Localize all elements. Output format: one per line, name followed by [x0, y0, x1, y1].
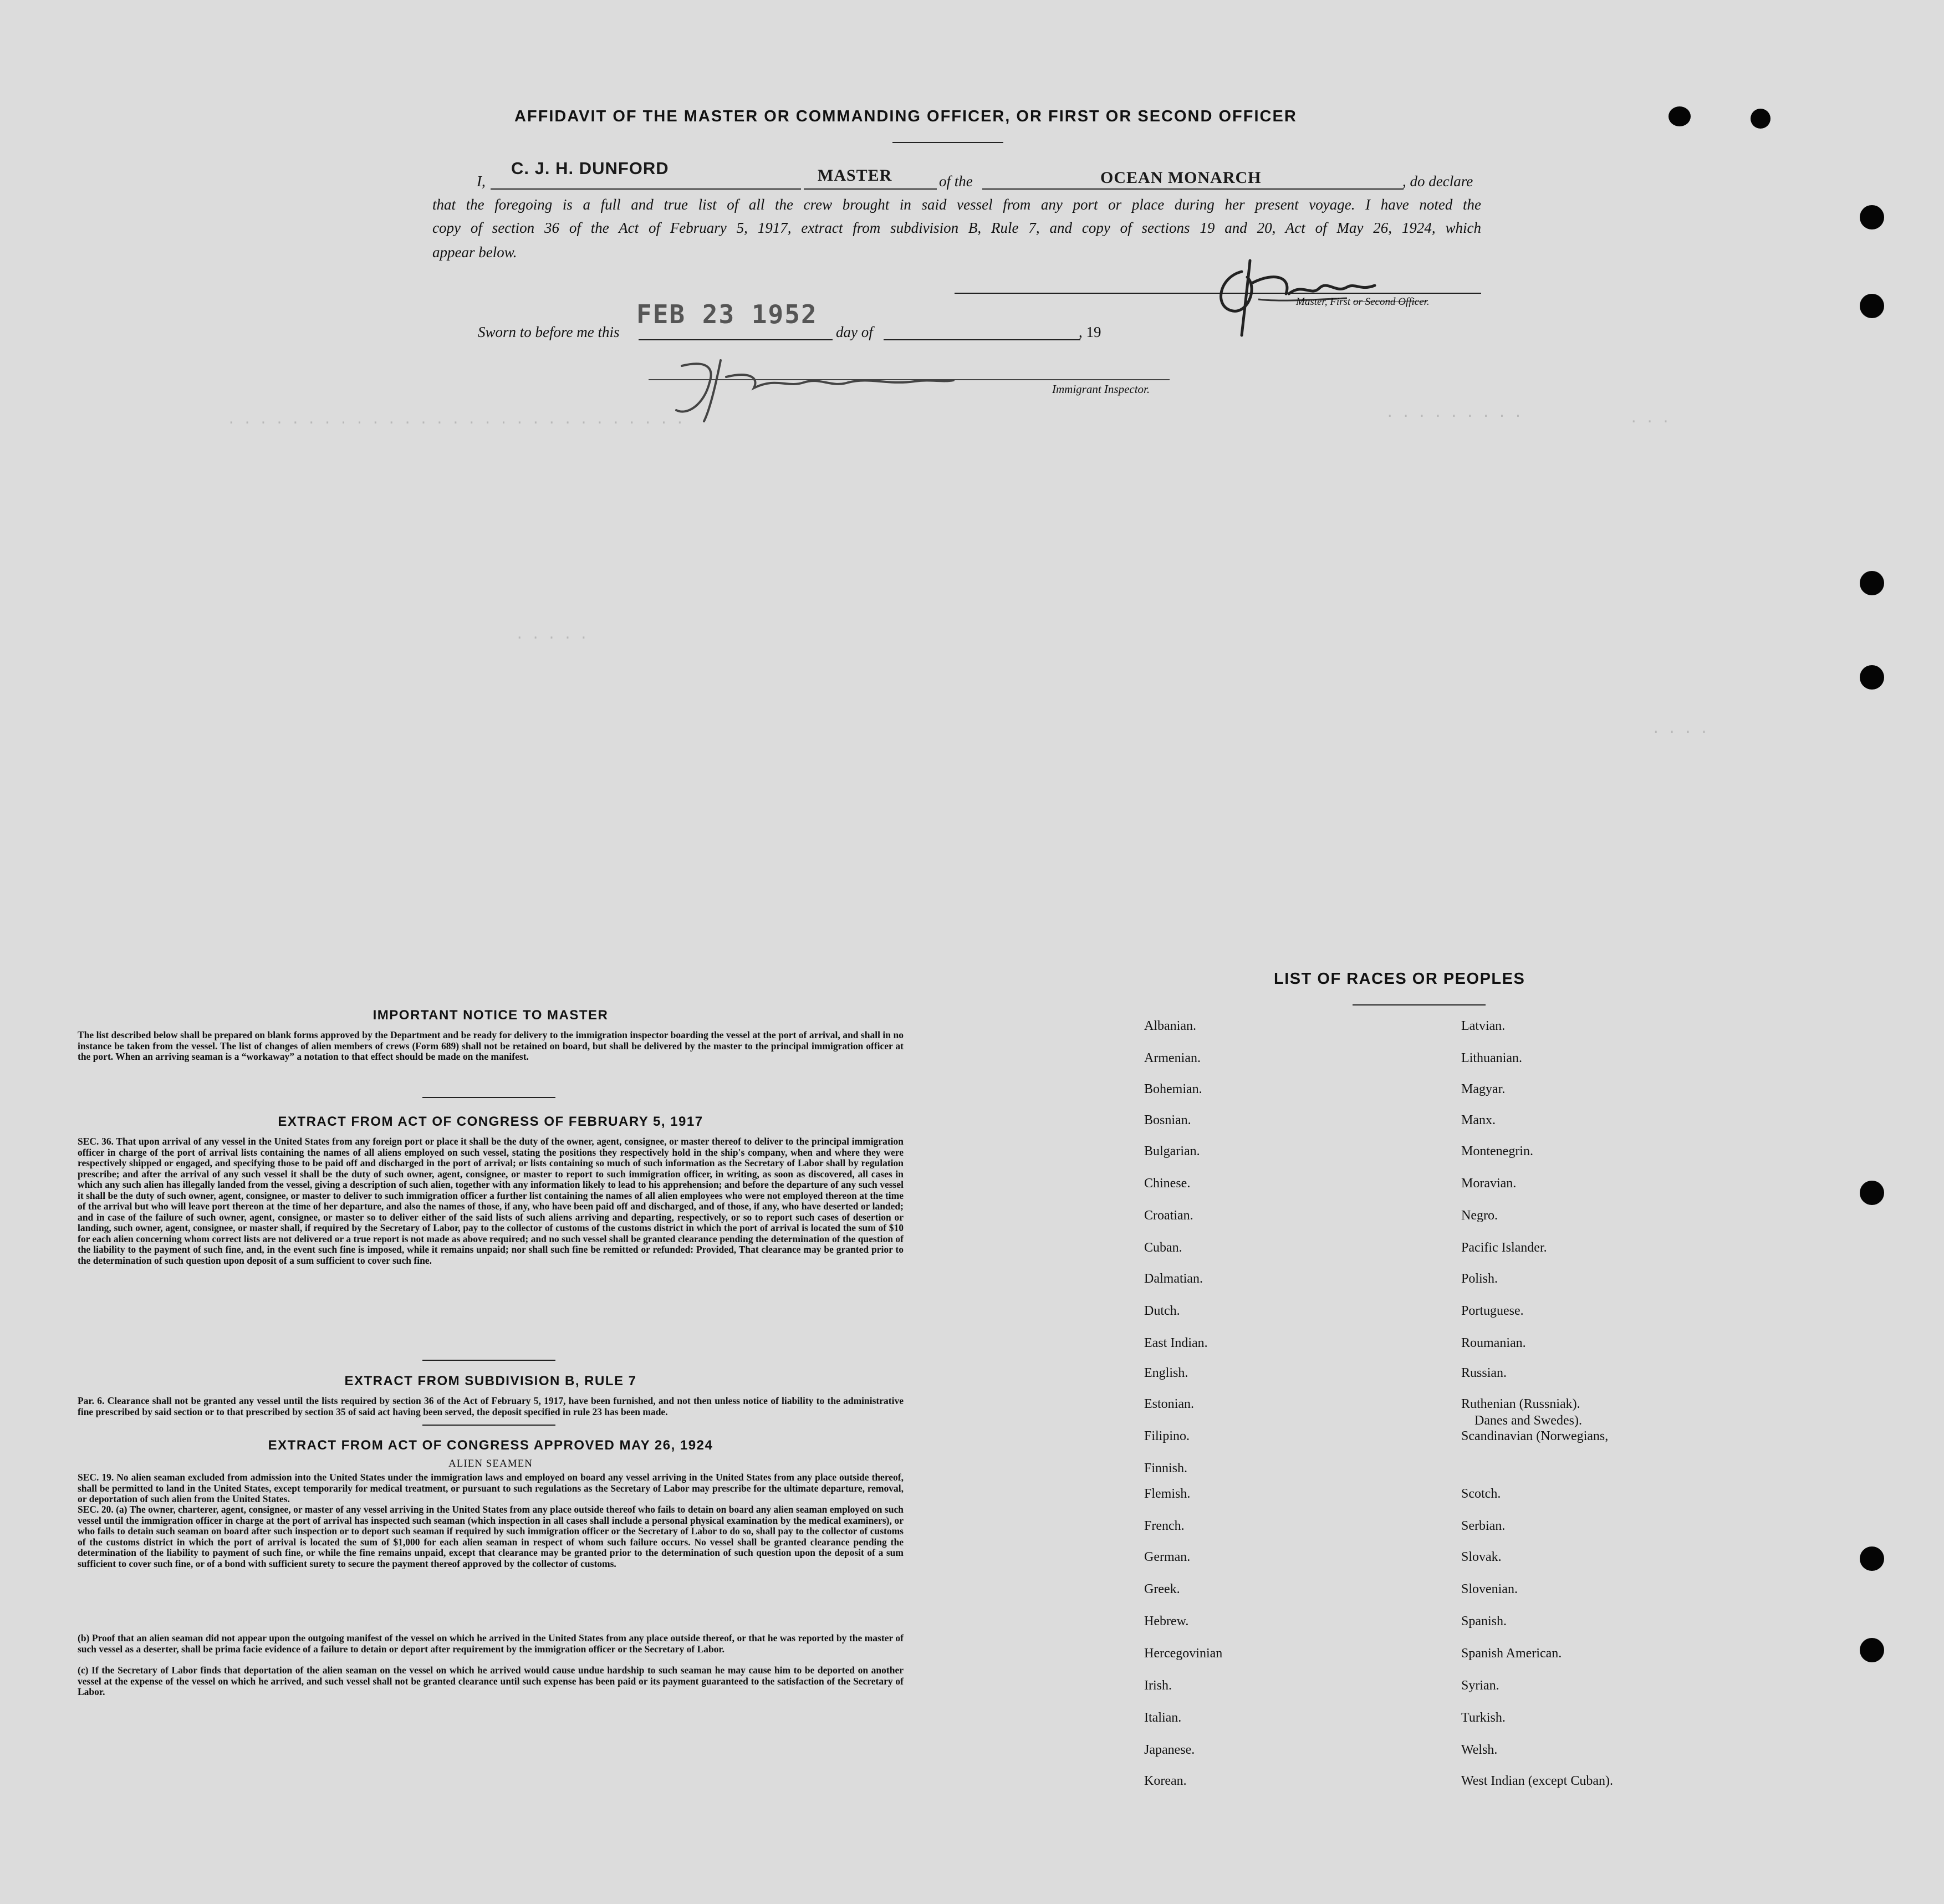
race-item: Japanese. — [1144, 1743, 1195, 1757]
extract-1917-title: EXTRACT FROM ACT OF CONGRESS OF FEBRUARY 5, 1917 — [278, 1114, 703, 1129]
race-item: Korean. — [1144, 1774, 1187, 1788]
declaration-line-4: appear below. — [432, 244, 517, 261]
sec19-text: SEC. 19. No alien seaman excluded from admission into the United States under the immigration laws and employed on board any vessel arriving in the United States from any place outside thereof, shall be permitted to land in the United States, except temporarily for medical treatment, or pursuant to such regulations as the Secretary of Labor may prescribe for the ultimate departure, removal, or deportation of such alien from the United States. — [78, 1472, 904, 1504]
race-item: Flemish. — [1144, 1487, 1191, 1501]
race-item: Moravian. — [1461, 1176, 1517, 1191]
sworn-label: Sworn to before me this — [478, 324, 620, 340]
race-item: East Indian. — [1144, 1336, 1208, 1350]
race-item: Scotch. — [1461, 1487, 1501, 1501]
bleed-text: . . . . . — [516, 626, 588, 642]
inspector-caption: Immigrant Inspector. — [1052, 382, 1150, 396]
rank-line — [804, 188, 937, 190]
race-item: Syrian. — [1461, 1678, 1499, 1693]
affidavit-title: AFFIDAVIT OF THE MASTER OR COMMANDING OFFICER, OR FIRST OR SECOND OFFICER — [514, 108, 1297, 125]
race-item: Turkish. — [1461, 1711, 1506, 1725]
declaration-line-3: copy of section 36 of the Act of February 5, 1917, extract from subdivision B, Rule 7, and copy of sections 19 and 20, Act of May 26, 1924, which — [432, 220, 1481, 236]
race-item: Serbian. — [1461, 1519, 1506, 1533]
punch-hole — [1860, 1546, 1884, 1571]
race-item: Estonian. — [1144, 1397, 1194, 1411]
extract-1917-text: SEC. 36. That upon arrival of any vessel in the United States from any foreign port or place it shall be the duty of the owner, agent, consignee, or master thereof to deliver to the principal immigration officer in charge of the port of arrival lists containing the names of all aliens employed on such vessel, stating the positions they respectively hold in the ship's company, when and where they were respectively shipped or engaged, and specifying those to be paid off and discharged in the port of arrival; or lists containing so much of such information as the Secretary of Labor shall by regulation prescribe; and after the arrival of any such vessel it shall be the duty of such owner, agent, consignee, or master to report to such immigration officer, in writing, as soon as discovered, all cases in which any such alien has illegally landed from the vessel, giving a description of such alien, together with any information likely to lead to his apprehension; and before the departure of any such vessel it shall be the duty of such owner, agent, consignee, or master to deliver to such immigration officer a further list containing the names of all alien employees who were not employed thereon at the time of the arrival but who will leave port thereon at the time of her departure, and also the names of those, if any, who have been paid off and discharged, and of those, if any, who have deserted or landed; and in case of the failure of such owner, agent, consignee, or master so to deliver either of the said lists of such aliens arriving and departing, respectively, or so to report such cases of desertion or landing, such owner, agent, consignee, or master shall, if required by the Secretary of Labor, pay to the collector of customs of the customs district in which the port of arrival is located the sum of $10 for each alien concerning whom correct lists are not delivered or a true report is not made as above required; and no such vessel shall be granted clearance pending the determination of the question of the liability to the payment of such fine, and, in the event such fine is imposed, while it remains unpaid; nor shall such fine be remitted or refunded: Provided, That clearance may be granted prior to the determination of such question upon deposit of a sum sufficient to cover such fine. — [78, 1136, 904, 1266]
race-item: Spanish. — [1461, 1614, 1507, 1629]
race-item: Spanish American. — [1461, 1646, 1562, 1661]
race-item: Montenegrin. — [1461, 1144, 1533, 1158]
race-item: Roumanian. — [1461, 1336, 1526, 1350]
extract-1924-subtitle: ALIEN SEAMEN — [448, 1458, 533, 1469]
punch-hole — [1860, 665, 1884, 690]
race-item: Dalmatian. — [1144, 1272, 1203, 1286]
punch-hole — [1669, 106, 1691, 126]
race-item: Slovak. — [1461, 1550, 1502, 1564]
race-item: Magyar. — [1461, 1082, 1506, 1096]
race-item: Russian. — [1461, 1366, 1507, 1380]
bleed-text: . . . . . . . . . . . . . . . . . . . . . . . . . . . . . — [227, 411, 684, 427]
race-item: Cuban. — [1144, 1241, 1182, 1255]
section-divider — [422, 1097, 555, 1098]
punch-hole — [1860, 294, 1884, 318]
race-item: Croatian. — [1144, 1208, 1193, 1223]
sec20a-text: SEC. 20. (a) The owner, charterer, agent, consignee, or master of any vessel arriving in the United States from any place outside thereof who fails to detain on board any alien seaman employed on such vessel until the immigration officer in charge at the port of arrival has inspected such seaman (which inspection in all cases shall include a personal physical examination by the medical examiners), or who fails to detain such seaman on board after such inspection or to deport such seaman if required by such immigration officer or the Secretary of Labor to do so, shall pay to the collector of customs of the customs district in which the port of arrival is located the sum of $1,000 for each alien seaman in respect of whom such failure occurs. No vessel shall be granted clearance pending the determination of the liability to payment of such fine, or while the fine remains unpaid, except that clearance may be granted prior to the determination of such question upon the deposit of a sum sufficient to cover such fine, or of a bond with sufficient surety to secure the payment thereof approved by the collector of customs. — [78, 1504, 904, 1569]
master-caption — [1296, 296, 1430, 308]
declaration-line-2: that the foregoing is a full and true list of all the crew brought in said vessel from any port or place during her present voyage. I have noted the — [432, 196, 1481, 213]
bleed-text: . . . . . . . . . — [1386, 405, 1522, 420]
race-item: Polish. — [1461, 1272, 1498, 1286]
notice-title: IMPORTANT NOTICE TO MASTER — [373, 1008, 609, 1023]
sec20b-text: (b) Proof that an alien seaman did not appear upon the outgoing manifest of the vessel on which he arrived in the United States from any place outside thereof, or that he was reported by the master of such vessel as a deserter, shall be prima facie evidence of a failure to detain or deport after requirement by the immigration officer or the Secretary of Labor. — [78, 1632, 904, 1655]
inspector-signature — [649, 344, 959, 427]
bleed-text: . . . . — [1652, 721, 1708, 736]
race-item: Lithuanian. — [1461, 1051, 1522, 1065]
race-item: Manx. — [1461, 1113, 1496, 1127]
race-item: Italian. — [1144, 1711, 1182, 1725]
race-item: English. — [1144, 1366, 1188, 1380]
race-item: Filipino. — [1144, 1429, 1190, 1443]
race-item: Hebrew. — [1144, 1614, 1189, 1629]
inspector-signature-line — [649, 379, 1170, 380]
extract-1924-title: EXTRACT FROM ACT OF CONGRESS APPROVED MAY 26, 1924 — [268, 1438, 713, 1453]
punch-hole — [1860, 571, 1884, 595]
title-underline — [892, 142, 1003, 143]
master-rank: MASTER — [818, 166, 892, 185]
name-line — [491, 188, 801, 190]
race-item: Armenian. — [1144, 1051, 1201, 1065]
race-item: Negro. — [1461, 1208, 1498, 1223]
master-caption-post: . — [1426, 296, 1430, 308]
race-item: Dutch. — [1144, 1304, 1180, 1318]
punch-hole — [1751, 109, 1770, 129]
master-caption-pre: Master, First — [1296, 296, 1353, 308]
sec20c-text: (c) If the Secretary of Labor finds that deportation of the alien seaman on the vessel on which he arrived would cause undue hardship to such seaman he may cause him to be deported on another vessel at the expense of the vessel on which he arrived, and such vessel shall not be granted clearance until such expense has been paid or its payment guaranteed to the satisfaction of the Secretary of Labor. — [78, 1665, 904, 1697]
vessel-line — [982, 188, 1404, 190]
notice-text: The list described below shall be prepared on blank forms approved by the Department and be ready for delivery to the immigration inspector boarding the vessel at the port of arrival, and shall in no instance be taken from the vessel. The list of changes of alien members of crews (Form 689) shall not be retained on board, but shall be delivered by the master to the principal immigration officer at the port. When an arriving seaman is a “workaway” a notation to that effect should be made on the manifest. — [78, 1029, 904, 1062]
race-item: Hercegovinian — [1144, 1646, 1223, 1661]
rule7-title: EXTRACT FROM SUBDIVISION B, RULE 7 — [344, 1374, 637, 1389]
vessel-name: OCEAN MONARCH — [1100, 169, 1262, 187]
race-item: Slovenian. — [1461, 1582, 1518, 1596]
races-title-underline — [1353, 1004, 1486, 1005]
month-line — [884, 339, 1080, 340]
date-stamp: FEB 23 1952 — [636, 299, 818, 329]
rule7-text: Par. 6. Clearance shall not be granted any vessel until the lists required by section 36 of the Act of February 5, 1917, have been furnished, and not then unless notice of liability to the administrative fine prescribed by said section or to that prescribed by section 35 of said act having been served, the deposit specified in rule 23 has been made. — [78, 1395, 904, 1417]
bleed-text: . . . — [1630, 410, 1670, 426]
year-prefix: , 19 — [1079, 324, 1101, 340]
punch-hole — [1860, 205, 1884, 229]
race-item: Welsh. — [1461, 1743, 1498, 1757]
sworn-day-line — [639, 339, 833, 340]
race-item: Portuguese. — [1461, 1304, 1524, 1318]
race-item: Scandinavian (Norwegians, — [1461, 1429, 1609, 1443]
do-declare-label: , do declare — [1402, 173, 1473, 190]
pre-name: I, — [477, 173, 486, 190]
race-item: German. — [1144, 1550, 1191, 1564]
race-item: Bulgarian. — [1144, 1144, 1200, 1158]
race-item: Latvian. — [1461, 1019, 1506, 1033]
section-divider — [422, 1425, 555, 1426]
race-scandinavian-continued: Danes and Swedes). — [1474, 1413, 1582, 1428]
master-name: C. J. H. DUNFORD — [511, 159, 669, 178]
race-item: Irish. — [1144, 1678, 1172, 1693]
race-item: Chinese. — [1144, 1176, 1191, 1191]
race-item: Bohemian. — [1144, 1082, 1202, 1096]
race-item: Finnish. — [1144, 1461, 1188, 1476]
race-item: Pacific Islander. — [1461, 1241, 1547, 1255]
races-title: LIST OF RACES OR PEOPLES — [1274, 970, 1525, 988]
race-item: Ruthenian (Russniak). — [1461, 1397, 1580, 1411]
race-item: Greek. — [1144, 1582, 1180, 1596]
punch-hole — [1860, 1638, 1884, 1662]
punch-hole — [1860, 1181, 1884, 1205]
race-item: Bosnian. — [1144, 1113, 1191, 1127]
section-divider — [422, 1360, 555, 1361]
day-of-label: day of — [836, 324, 873, 340]
race-item: West Indian (except Cuban). — [1461, 1774, 1613, 1788]
race-item: Albanian. — [1144, 1019, 1196, 1033]
of-the-label: of the — [939, 173, 973, 190]
race-item: French. — [1144, 1519, 1185, 1533]
master-signature — [1208, 238, 1391, 344]
master-caption-struck: or Second Officer — [1353, 296, 1427, 308]
